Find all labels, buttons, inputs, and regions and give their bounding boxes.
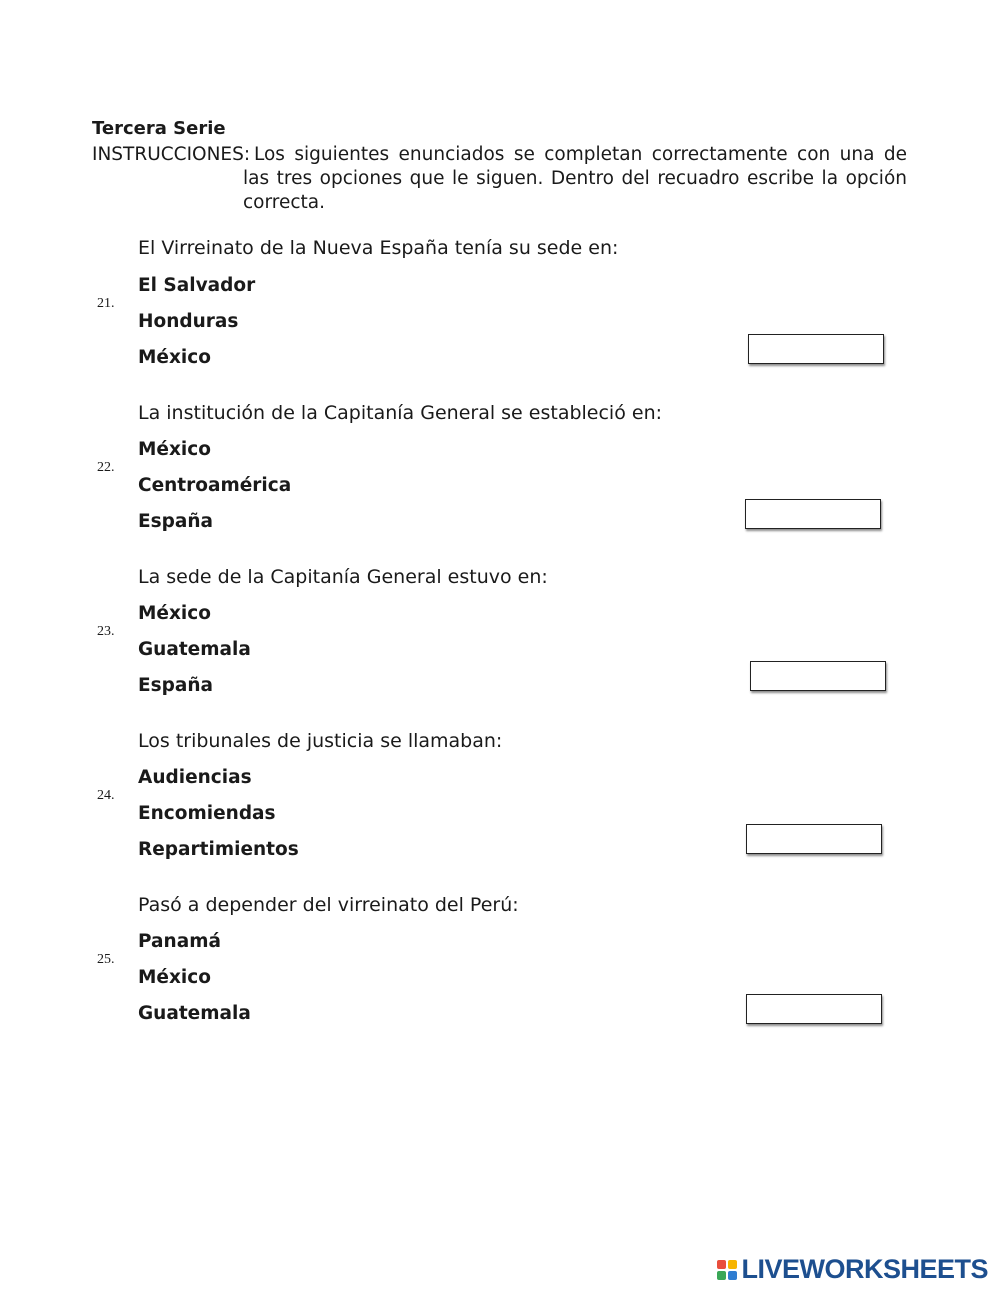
option-23-b: Guatemala — [138, 639, 251, 660]
answer-box-21[interactable] — [748, 334, 884, 364]
question-prompt-24: Los tribunales de justicia se llamaban: — [138, 730, 503, 752]
question-number-23: 23. — [97, 624, 115, 639]
option-25-a: Panamá — [138, 931, 221, 952]
question-prompt-23: La sede de la Capitanía General estuvo en: — [138, 566, 548, 588]
question-prompt-21: El Virreinato de la Nueva España tenía su sede en: — [138, 237, 619, 259]
option-23-c: España — [138, 675, 214, 696]
answer-box-25[interactable] — [746, 994, 882, 1024]
liveworksheets-logo-icon — [717, 1260, 737, 1280]
option-24-b: Encomiendas — [138, 803, 276, 824]
answer-box-23[interactable] — [750, 661, 886, 691]
instructions-label: INSTRUCCIONES: — [92, 144, 251, 165]
option-25-b: México — [138, 967, 211, 988]
option-22-c: España — [138, 511, 214, 532]
section-title: Tercera Serie — [92, 118, 226, 139]
instructions-text: Los siguientes enunciados se completan correctamente con una de las tres opciones que le siguen. Dentro del recuadro escribe la opción correcta. — [243, 144, 907, 213]
option-23-a: México — [138, 603, 211, 624]
option-21-b: Honduras — [138, 311, 239, 332]
question-number-25: 25. — [97, 952, 115, 967]
question-prompt-22: La institución de la Capitanía General se estableció en: — [138, 402, 663, 424]
option-25-c: Guatemala — [138, 1003, 251, 1024]
question-prompt-25: Pasó a depender del virreinato del Perú: — [138, 894, 519, 916]
question-number-24: 24. — [97, 788, 115, 803]
option-24-c: Repartimientos — [138, 839, 299, 860]
option-22-a: México — [138, 439, 211, 460]
liveworksheets-logo — [717, 1254, 988, 1285]
option-21-a: El Salvador — [138, 275, 256, 296]
option-21-c: México — [138, 347, 211, 368]
question-number-21: 21. — [97, 296, 115, 311]
option-24-a: Audiencias — [138, 767, 252, 788]
option-22-b: Centroamérica — [138, 475, 292, 496]
liveworksheets-logo-text: LIVEWORKSHEETS — [741, 1254, 988, 1284]
answer-box-22[interactable] — [745, 499, 881, 529]
answer-box-24[interactable] — [746, 824, 882, 854]
question-number-22: 22. — [97, 460, 115, 475]
